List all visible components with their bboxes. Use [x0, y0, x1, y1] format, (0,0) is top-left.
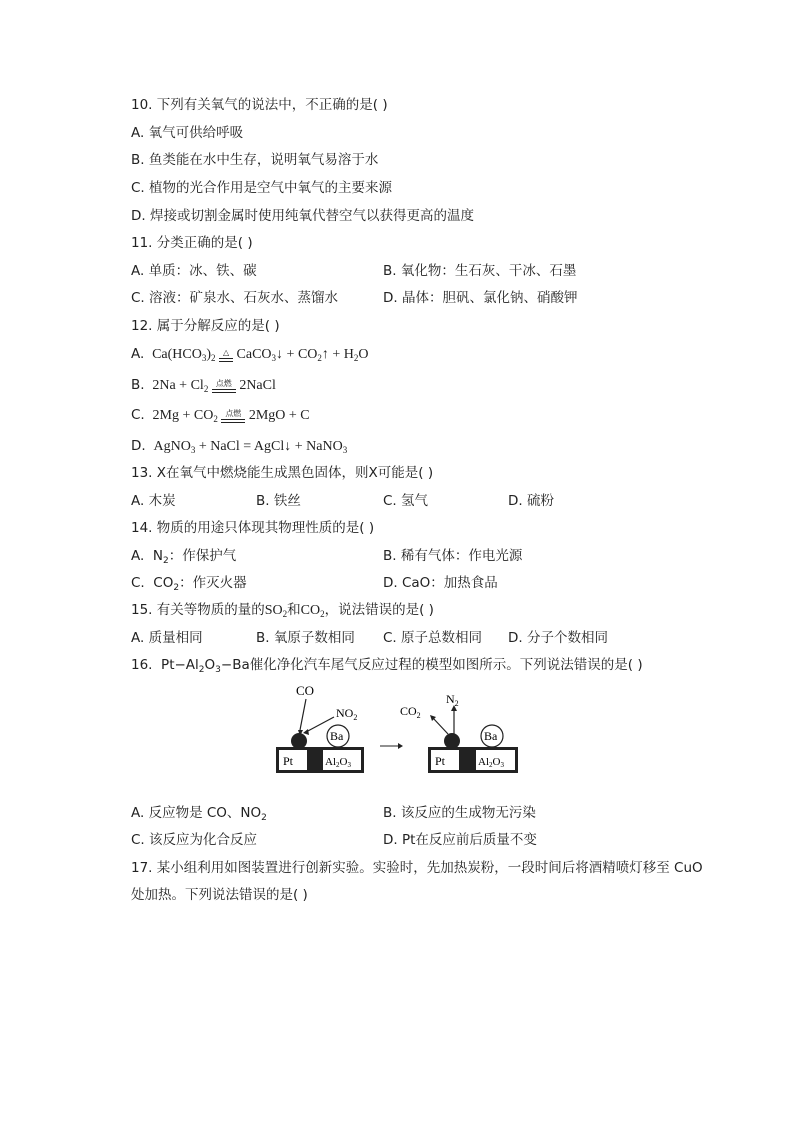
q16-option-c: C. 该反应为化合反应: [131, 832, 258, 848]
q10-option-d: D. 焊接或切割金属时使用纯氧代替空气以获得更高的温度: [131, 208, 474, 224]
equation-c: $2Mg + CO_2$ 点燃 2MgO + C: [149, 408, 310, 424]
option-label: C.: [131, 407, 145, 423]
q11-stem: 11. 分类正确的是( ): [131, 235, 253, 251]
pt-atom: [291, 733, 307, 749]
q12-option-a: [131, 345, 369, 364]
co2-label: $CO_2$: [400, 704, 421, 720]
q13-option-c: C. 氢气: [383, 493, 429, 509]
q14-option-d: D. CaO：加热食品: [383, 575, 498, 591]
q17-line1: 17. 某小组利用如图装置进行创新实验。实验时，先加热炭粉，一段时间后将酒精喷灯移至 CuO: [131, 860, 703, 876]
al2o3-label: Al2O3: [478, 756, 504, 769]
q12-option-c: [131, 406, 310, 425]
equation-b: $2Na + Cl_2$ 点燃 2NaCl: [148, 378, 276, 394]
al2o3-label: Al2O3: [325, 756, 351, 769]
q14-stem: 14. 物质的用途只体现其物理性质的是( ): [131, 520, 375, 536]
option-label: B.: [131, 377, 145, 393]
q16-stem: 16. $Pt-Al_2O_3-Ba$催化净化汽车尾气反应过程的模型如图所示。下列说法错误的是( ): [131, 657, 643, 675]
q10-stem: 10. 下列有关氧气的说法中，不正确的是( ): [131, 97, 388, 113]
q12-option-b: [131, 376, 276, 395]
pt-label: Pt: [435, 754, 446, 768]
q11-option-b: B. 氧化物：生石灰、干冰、石墨: [383, 263, 577, 279]
q11-option-a: A. 单质：冰、铁、碳: [131, 263, 257, 279]
ba-label: Ba: [484, 729, 498, 743]
co2-arrow: [433, 718, 448, 734]
q15-stem: 15. 有关等物质的量的$SO_2$和$CO_2$，说法错误的是( ): [131, 602, 434, 619]
q15-option-d: D. 分子个数相同: [508, 630, 608, 646]
q10-option-b: B. 鱼类能在水中生存，说明氧气易溶于水: [131, 152, 379, 168]
q14-option-b: B. 稀有气体：作电光源: [383, 548, 523, 564]
after-reaction-model: [400, 692, 518, 773]
q16-option-b: B. 该反应的生成物无污染: [383, 805, 536, 821]
q12-stem: 12. 属于分解反应的是( ): [131, 318, 280, 334]
before-reaction-model: [276, 683, 364, 773]
q12-option-d: [131, 437, 347, 456]
q16-option-a: A. 反应物是 CO、$NO_2$: [131, 805, 267, 823]
equation-d: AgNO$_3$ + NaCl = AgCl↓ + NaNO$_3$: [149, 439, 348, 455]
q15-option-a: A. 质量相同: [131, 630, 203, 646]
heat-condition: △: [219, 352, 233, 362]
q10-option-a: A. 氧气可供给呼吸: [131, 125, 244, 141]
q14-option-c: C. $CO_2$：作灭火器: [131, 575, 247, 593]
pt-label: Pt: [283, 754, 294, 768]
q17-line2: 处加热。下列说法错误的是( ): [131, 887, 308, 903]
q11-option-d: D. 晶体：胆矾、氯化钠、硝酸钾: [383, 290, 578, 306]
q15-option-c: C. 原子总数相同: [383, 630, 483, 646]
option-label: D.: [131, 438, 146, 454]
equation-a: $Ca(HCO_3)_2$ △ CaCO$_3$↓ + $CO_2↑ + H_2O$: [148, 347, 369, 363]
ignite-condition: 点燃: [221, 413, 245, 423]
co-label: CO: [296, 683, 315, 698]
no2-label: $NO_2$: [336, 706, 358, 722]
q14-option-a: A. $N_2$：作保护气: [131, 548, 237, 566]
ignite-condition: 点燃: [212, 383, 236, 393]
pt-atom: [444, 733, 460, 749]
q16-option-d: D. Pt在反应前后质量不变: [383, 832, 537, 848]
q15-option-b: B. 氧原子数相同: [256, 630, 355, 646]
co-arrow: [300, 699, 306, 730]
ba-label: Ba: [330, 729, 344, 743]
n2-label: $N_2$: [446, 692, 459, 708]
q10-option-c: C. 植物的光合作用是空气中氧气的主要来源: [131, 180, 393, 196]
q13-option-d: D. 硫粉: [508, 493, 554, 509]
q13-option-a: A. 木炭: [131, 493, 176, 509]
q13-option-b: B. 铁丝: [256, 493, 301, 509]
q13-stem: 13. X在氧气中燃烧能生成黑色固体，则X可能是( ): [131, 465, 434, 481]
catalyst-diagram: [270, 680, 530, 780]
q11-option-c: C. 溶液：矿泉水、石灰水、蒸馏水: [131, 290, 339, 306]
option-label: A.: [131, 346, 145, 362]
